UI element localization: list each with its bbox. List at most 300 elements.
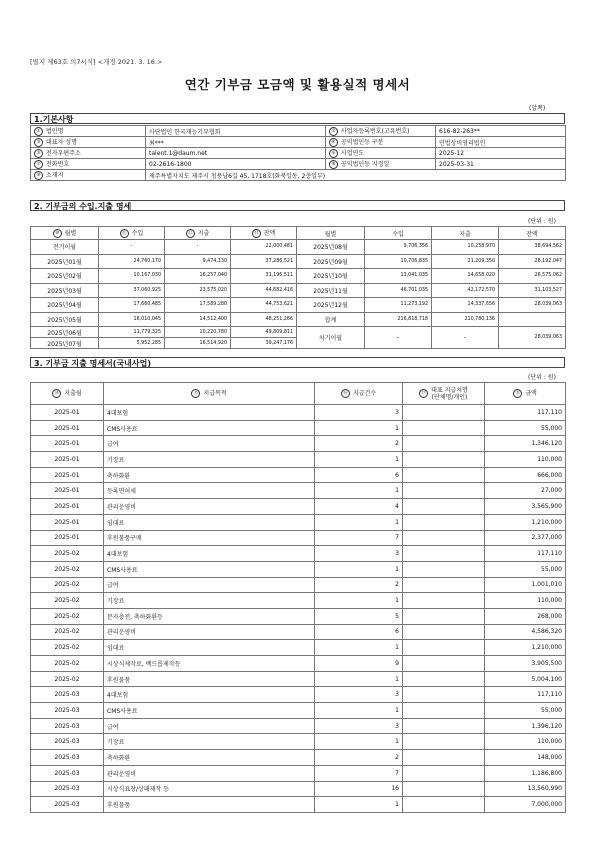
expense-recipient-cell <box>403 781 485 797</box>
income-header-cell <box>99 227 165 240</box>
item-number-marker: ⑱ <box>513 389 522 398</box>
expense-amount-cell: 55,000 <box>485 561 566 577</box>
income-row <box>31 298 566 313</box>
expense-header-cell <box>104 383 315 405</box>
basic-value-cell: 사단법인 한국재능기부협회 <box>146 126 326 137</box>
expense-purpose-cell: 급여 <box>104 718 315 734</box>
income-header-cell: 수입 <box>365 227 432 240</box>
expense-count-cell: 6 <box>315 624 403 640</box>
expense-count-cell: 7 <box>315 530 403 546</box>
month-cell: 2025년06월 <box>31 327 99 338</box>
item-number-marker: ⑦ <box>34 160 43 169</box>
amount-cell: 10,220,780 <box>165 327 231 338</box>
expense-purpose-cell: 시상식제작료, 백드롭제작등 <box>104 656 315 672</box>
item-number-marker: ⑯ <box>341 389 350 398</box>
header-label: 잔액 <box>263 230 276 237</box>
expense-month-cell: 2025-03 <box>31 703 104 719</box>
expense-recipient-cell <box>403 593 485 609</box>
income-expense-table <box>30 226 566 349</box>
item-number-marker: ⑭ <box>52 389 61 398</box>
expense-row <box>31 656 566 672</box>
expense-purpose-cell: 기장료 <box>104 593 315 609</box>
amount-cell: 28,192,047 <box>499 254 566 269</box>
expense-count-cell: 3 <box>315 546 403 562</box>
basic-label-cell <box>326 126 436 137</box>
expense-month-cell: 2025-02 <box>31 640 104 656</box>
expense-recipient-cell <box>403 467 485 483</box>
expense-recipient-cell <box>403 483 485 499</box>
header-label: 월별 <box>64 230 77 237</box>
item-number-marker: ⑬ <box>252 229 261 238</box>
expense-amount-cell: 55,000 <box>485 703 566 719</box>
month-cell: 2025년10월 <box>297 269 365 284</box>
expense-count-cell: 1 <box>315 797 403 813</box>
month-cell: 2025년04월 <box>31 298 99 313</box>
document-title: 연간 기부금 모금액 및 활용실적 명세서 <box>184 77 411 92</box>
expense-recipient-cell <box>403 546 485 562</box>
amount-cell: 28,039,063 <box>499 298 566 313</box>
amount-cell: 28,039,063 <box>499 327 566 349</box>
expense-count-cell: 4 <box>315 499 403 515</box>
expense-count-cell: 2 <box>315 577 403 593</box>
basic-value-cell: 02-2616-1800 <box>146 159 326 170</box>
amount-cell: 39,247,176 <box>231 338 297 349</box>
income-row <box>31 283 566 298</box>
income-header-cell: 잔액 <box>499 227 566 240</box>
expense-purpose-cell: 축하화환 <box>104 467 315 483</box>
basic-value-cell: 2025-12 <box>436 148 566 159</box>
expense-purpose-cell: 급여 <box>104 436 315 452</box>
section-income-heading: 2. 기부금의 수입.지출 명세 <box>30 200 565 211</box>
expense-purpose-cell: 4대보험 <box>104 405 315 421</box>
amount-cell: 216,818,718 <box>365 312 432 327</box>
income-header-cell <box>165 227 231 240</box>
basic-info-row <box>31 137 566 148</box>
expense-header-cell <box>315 383 403 405</box>
expense-unit: (단위 : 원) <box>528 374 556 381</box>
expense-row <box>31 750 566 766</box>
expense-amount-cell: 2,377,000 <box>485 530 566 546</box>
expense-month-cell: 2025-02 <box>31 561 104 577</box>
expense-month-cell: 2025-02 <box>31 656 104 672</box>
expense-purpose-cell: 문자충전, 축하화환등 <box>104 608 315 624</box>
expense-amount-cell: 666,000 <box>485 467 566 483</box>
field-label: 공익법인등 지정일 <box>341 161 390 168</box>
expense-amount-cell: 117,110 <box>485 687 566 703</box>
expense-month-cell: 2025-01 <box>31 499 104 515</box>
expense-count-cell: 7 <box>315 765 403 781</box>
expense-month-cell: 2025-02 <box>31 671 104 687</box>
item-number-marker: ④ <box>329 138 338 147</box>
expense-purpose-cell: CMS사용료 <box>104 561 315 577</box>
page-side-label: (앞쪽) <box>529 105 546 112</box>
expense-month-cell: 2025-02 <box>31 577 104 593</box>
expense-month-cell: 2025-01 <box>31 514 104 530</box>
amount-cell: 18,010,045 <box>99 312 165 327</box>
expense-recipient-cell <box>403 577 485 593</box>
expense-recipient-cell <box>403 499 485 515</box>
income-row <box>31 327 566 338</box>
expense-row <box>31 420 566 436</box>
amount-cell: 49,809,811 <box>231 327 297 338</box>
expense-row <box>31 671 566 687</box>
expense-recipient-cell <box>403 734 485 750</box>
field-label: 공익법인등 구분 <box>341 139 384 146</box>
amount-cell: 31,196,511 <box>231 269 297 284</box>
field-label: 사업연도 <box>341 150 365 157</box>
expense-purpose-cell: 축하화환 <box>104 750 315 766</box>
expense-header-cell <box>485 383 566 405</box>
expense-amount-cell: 1,346,120 <box>485 436 566 452</box>
expense-purpose-cell: 급여 <box>104 577 315 593</box>
expense-row <box>31 467 566 483</box>
amount-cell: 26,575,062 <box>499 269 566 284</box>
expense-row <box>31 483 566 499</box>
amount-cell: 5,952,285 <box>99 338 165 349</box>
expense-month-cell: 2025-01 <box>31 452 104 468</box>
expense-count-cell: 9 <box>315 656 403 672</box>
expense-purpose-cell: 기장료 <box>104 734 315 750</box>
expense-month-cell: 2025-03 <box>31 750 104 766</box>
expense-amount-cell: 110,000 <box>485 734 566 750</box>
amount-cell: 37,060,925 <box>99 283 165 298</box>
amount-cell: 17,589,280 <box>165 298 231 313</box>
amount-cell: 210,780,136 <box>432 312 499 327</box>
expense-month-cell: 2025-03 <box>31 718 104 734</box>
month-cell: 2025년12월 <box>297 298 365 313</box>
expense-purpose-cell: CMS사용료 <box>104 420 315 436</box>
expense-row <box>31 514 566 530</box>
expense-month-cell: 2025-01 <box>31 420 104 436</box>
expense-row <box>31 561 566 577</box>
expense-amount-cell: 27,000 <box>485 483 566 499</box>
expense-purpose-cell: 임대료 <box>104 640 315 656</box>
basic-info-row <box>31 159 566 170</box>
expense-row <box>31 687 566 703</box>
amount-cell: 46,701,035 <box>365 283 432 298</box>
address-label-cell <box>31 170 146 181</box>
expense-row <box>31 405 566 421</box>
amount-cell: 31,103,527 <box>499 283 566 298</box>
expense-amount-cell: 3,905,500 <box>485 656 566 672</box>
expense-row <box>31 530 566 546</box>
basic-label-cell <box>31 159 146 170</box>
expense-amount-cell: 3,565,900 <box>485 499 566 515</box>
amount-cell: 9,706,356 <box>365 240 432 255</box>
expense-purpose-cell: 임대료 <box>104 514 315 530</box>
month-cell: 2025년01월 <box>31 254 99 269</box>
expense-count-cell: 1 <box>315 452 403 468</box>
income-row <box>31 312 566 327</box>
expense-month-cell: 2025-02 <box>31 593 104 609</box>
month-cell: 2025년07월 <box>31 338 99 349</box>
field-label: 대표자 성명 <box>46 139 77 146</box>
expense-count-cell: 1 <box>315 593 403 609</box>
amount-cell: - <box>165 240 231 255</box>
expense-recipient-cell <box>403 405 485 421</box>
expense-amount-cell: 4,586,320 <box>485 624 566 640</box>
expense-purpose-cell: 4대보험 <box>104 546 315 562</box>
income-header-cell <box>231 227 297 240</box>
expense-month-cell: 2025-01 <box>31 467 104 483</box>
item-number-marker: ⑪ <box>120 229 129 238</box>
expense-month-cell: 2025-01 <box>31 483 104 499</box>
expense-count-cell: 1 <box>315 640 403 656</box>
basic-address-row <box>31 170 566 181</box>
expense-row <box>31 718 566 734</box>
basic-label-cell <box>31 126 146 137</box>
expense-row <box>31 640 566 656</box>
header-label: 지출월 <box>64 390 82 397</box>
expense-purpose-cell: CMS사용료 <box>104 703 315 719</box>
expense-recipient-cell <box>403 640 485 656</box>
expense-count-cell: 6 <box>315 467 403 483</box>
item-number-marker: ⑰ <box>419 389 428 398</box>
item-number-marker: ② <box>329 127 338 136</box>
month-cell: 2025년02월 <box>31 269 99 284</box>
amount-cell: 11,273,192 <box>365 298 432 313</box>
amount-cell: 16,514,920 <box>165 338 231 349</box>
expense-month-cell: 2025-02 <box>31 608 104 624</box>
expense-count-cell: 1 <box>315 703 403 719</box>
expense-count-cell: 3 <box>315 687 403 703</box>
expense-recipient-cell <box>403 797 485 813</box>
month-cell: 2025년09월 <box>297 254 365 269</box>
expense-amount-cell: 1,210,000 <box>485 640 566 656</box>
expense-purpose-cell: 기장료 <box>104 452 315 468</box>
expense-recipient-cell <box>403 452 485 468</box>
expense-purpose-cell: 후원물품 <box>104 797 315 813</box>
amount-cell: 16,257,040 <box>165 269 231 284</box>
expense-amount-cell: 1,186,800 <box>485 765 566 781</box>
expense-amount-cell: 110,000 <box>485 452 566 468</box>
expense-count-cell: 2 <box>315 750 403 766</box>
expense-amount-cell: 1,210,000 <box>485 514 566 530</box>
field-label: 전화번호 <box>46 161 70 168</box>
expense-amount-cell: 117,110 <box>485 405 566 421</box>
header-label: 수입 <box>131 230 144 237</box>
expense-recipient-cell <box>403 624 485 640</box>
income-unit: (단위 : 원) <box>528 218 556 225</box>
expense-count-cell: 1 <box>315 420 403 436</box>
expense-recipient-cell <box>403 703 485 719</box>
expense-detail-table <box>30 382 566 813</box>
amount-cell: 42,172,570 <box>432 283 499 298</box>
carry-forward-label: 차기이월 <box>297 327 365 349</box>
basic-value-cell: 민법상비영리법인 <box>436 137 566 148</box>
amount-cell: 21,209,350 <box>432 254 499 269</box>
expense-amount-cell: 110,000 <box>485 593 566 609</box>
basic-label-cell <box>326 148 436 159</box>
expense-recipient-cell <box>403 561 485 577</box>
expense-month-cell: 2025-03 <box>31 734 104 750</box>
expense-purpose-cell: 후원물품 <box>104 671 315 687</box>
header-label: 금액 <box>525 390 537 397</box>
expense-recipient-cell <box>403 608 485 624</box>
expense-count-cell: 2 <box>315 436 403 452</box>
expense-row <box>31 593 566 609</box>
expense-count-cell: 1 <box>315 483 403 499</box>
basic-value-cell: 616-82-263** <box>436 126 566 137</box>
amount-cell: 23,575,020 <box>165 283 231 298</box>
expense-row <box>31 577 566 593</box>
section-basic-heading: 1.기본사항 <box>30 113 565 124</box>
month-cell: 2025년05월 <box>31 312 99 327</box>
amount-cell: 10,258,970 <box>432 240 499 255</box>
expense-amount-cell: 7,000,000 <box>485 797 566 813</box>
amount-cell: 22,000,481 <box>231 240 297 255</box>
expense-recipient-cell <box>403 718 485 734</box>
month-cell: 2025년03월 <box>31 283 99 298</box>
expense-month-cell: 2025-03 <box>31 797 104 813</box>
expense-row <box>31 734 566 750</box>
expense-recipient-cell <box>403 436 485 452</box>
expense-count-cell: 5 <box>315 608 403 624</box>
income-header-row <box>31 227 566 240</box>
expense-header-cell <box>403 383 485 405</box>
amount-cell: 48,251,266 <box>231 312 297 327</box>
amount-cell: 11,779,325 <box>99 327 165 338</box>
expense-row <box>31 608 566 624</box>
expense-purpose-cell: 후원물품구매 <box>104 530 315 546</box>
expense-month-cell: 2025-01 <box>31 436 104 452</box>
expense-row <box>31 452 566 468</box>
field-label: 법인명 <box>46 128 64 135</box>
expense-count-cell: 1 <box>315 671 403 687</box>
expense-month-cell: 2025-03 <box>31 781 104 797</box>
expense-recipient-cell <box>403 656 485 672</box>
item-number-marker: ① <box>34 127 43 136</box>
expense-header-row <box>31 383 566 405</box>
item-number-marker: ⑤ <box>34 149 43 158</box>
item-number-marker: ⑫ <box>186 229 195 238</box>
expense-amount-cell: 13,560,990 <box>485 781 566 797</box>
expense-recipient-cell <box>403 750 485 766</box>
expense-amount-cell: 117,110 <box>485 546 566 562</box>
expense-count-cell: 1 <box>315 514 403 530</box>
expense-month-cell: 2025-01 <box>31 405 104 421</box>
expense-month-cell: 2025-03 <box>31 765 104 781</box>
item-number-marker: ⑨ <box>34 171 43 180</box>
basic-value-cell: 최*** <box>146 137 326 148</box>
expense-recipient-cell <box>403 765 485 781</box>
amount-cell: 14,337,656 <box>432 298 499 313</box>
header-label: 지급목적 <box>203 390 227 397</box>
amount-cell: 24,760,170 <box>99 254 165 269</box>
basic-label-cell <box>31 148 146 159</box>
expense-month-cell: 2025-01 <box>31 530 104 546</box>
month-cell: 2025년08월 <box>297 240 365 255</box>
basic-info-row <box>31 148 566 159</box>
form-number: [별지 제63호 의7서식] <개정 2021. 3. 16.> <box>30 58 163 66</box>
item-number-marker: ⑮ <box>191 389 200 398</box>
income-header-cell: 월별 <box>297 227 365 240</box>
income-row <box>31 254 566 269</box>
expense-row <box>31 797 566 813</box>
amount-cell: 9,474,130 <box>165 254 231 269</box>
amount-cell: 44,753,621 <box>231 298 297 313</box>
item-number-marker: ⑧ <box>329 160 338 169</box>
expense-amount-cell: 268,000 <box>485 608 566 624</box>
expense-row <box>31 765 566 781</box>
expense-count-cell: 1 <box>315 734 403 750</box>
basic-info-row <box>31 126 566 137</box>
basic-info-table <box>30 125 566 181</box>
expense-purpose-cell: 관리운영비 <box>104 765 315 781</box>
expense-purpose-cell: 관리운영비 <box>104 499 315 515</box>
expense-count-cell: 1 <box>315 561 403 577</box>
expense-recipient-cell <box>403 420 485 436</box>
expense-month-cell: 2025-02 <box>31 546 104 562</box>
field-label: 사업자등록번호(고유번호) <box>341 128 410 135</box>
amount-cell: - <box>432 327 499 349</box>
expense-month-cell: 2025-02 <box>31 624 104 640</box>
amount-cell: 44,682,416 <box>231 283 297 298</box>
expense-amount-cell: 1,001,010 <box>485 577 566 593</box>
amount-cell: 10,706,835 <box>365 254 432 269</box>
expense-header-cell <box>31 383 104 405</box>
header-label: 지출 <box>197 230 210 237</box>
expense-count-cell: 3 <box>315 405 403 421</box>
amount-cell: 13,041,035 <box>365 269 432 284</box>
item-number-marker: ③ <box>34 138 43 147</box>
income-row <box>31 269 566 284</box>
expense-amount-cell: 55,000 <box>485 420 566 436</box>
basic-value-cell: talent.1@daum.net <box>146 148 326 159</box>
expense-purpose-cell: 시상식표창/상패제작 등 <box>104 781 315 797</box>
expense-count-cell: 3 <box>315 718 403 734</box>
address-value-cell: 제주특별자치도 제주시 청풍남6길 45, 1718호(화북일동, 2층일부) <box>146 170 566 181</box>
expense-purpose-cell: 관리운영비 <box>104 624 315 640</box>
income-row <box>31 240 566 255</box>
field-label: 전자우편주소 <box>46 150 81 157</box>
amount-cell: - <box>365 327 432 349</box>
month-cell: 2025년11월 <box>297 283 365 298</box>
expense-row <box>31 546 566 562</box>
amount-cell <box>499 312 566 327</box>
expense-amount-cell: 1,396,120 <box>485 718 566 734</box>
basic-label-cell <box>326 137 436 148</box>
expense-row <box>31 499 566 515</box>
field-label: 소재지 <box>46 172 64 179</box>
expense-recipient-cell <box>403 671 485 687</box>
amount-cell: 37,286,521 <box>231 254 297 269</box>
amount-cell: - <box>99 240 165 255</box>
expense-amount-cell: 148,000 <box>485 750 566 766</box>
amount-cell: 14,512,400 <box>165 312 231 327</box>
section-expense-heading: 3. 기부금 지출 명세서(국내사업) <box>30 357 565 368</box>
expense-row <box>31 703 566 719</box>
basic-value-cell: 2025-03-31 <box>436 159 566 170</box>
income-header-cell <box>31 227 99 240</box>
amount-cell: 17,660,485 <box>99 298 165 313</box>
expense-purpose-cell: 등록면허세 <box>104 483 315 499</box>
expense-purpose-cell: 4대보험 <box>104 687 315 703</box>
expense-recipient-cell <box>403 530 485 546</box>
expense-row <box>31 781 566 797</box>
expense-row <box>31 436 566 452</box>
income-header-cell: 지출 <box>432 227 499 240</box>
expense-amount-cell: 5,004,100 <box>485 671 566 687</box>
expense-row <box>31 624 566 640</box>
month-cell: 합계 <box>297 312 365 327</box>
expense-month-cell: 2025-03 <box>31 687 104 703</box>
amount-cell: 14,658,020 <box>432 269 499 284</box>
expense-count-cell: 16 <box>315 781 403 797</box>
header-label: 대표 지급처명 (단체명/개인) <box>431 386 468 401</box>
header-label: 지급건수 <box>352 390 377 397</box>
basic-label-cell <box>31 137 146 148</box>
